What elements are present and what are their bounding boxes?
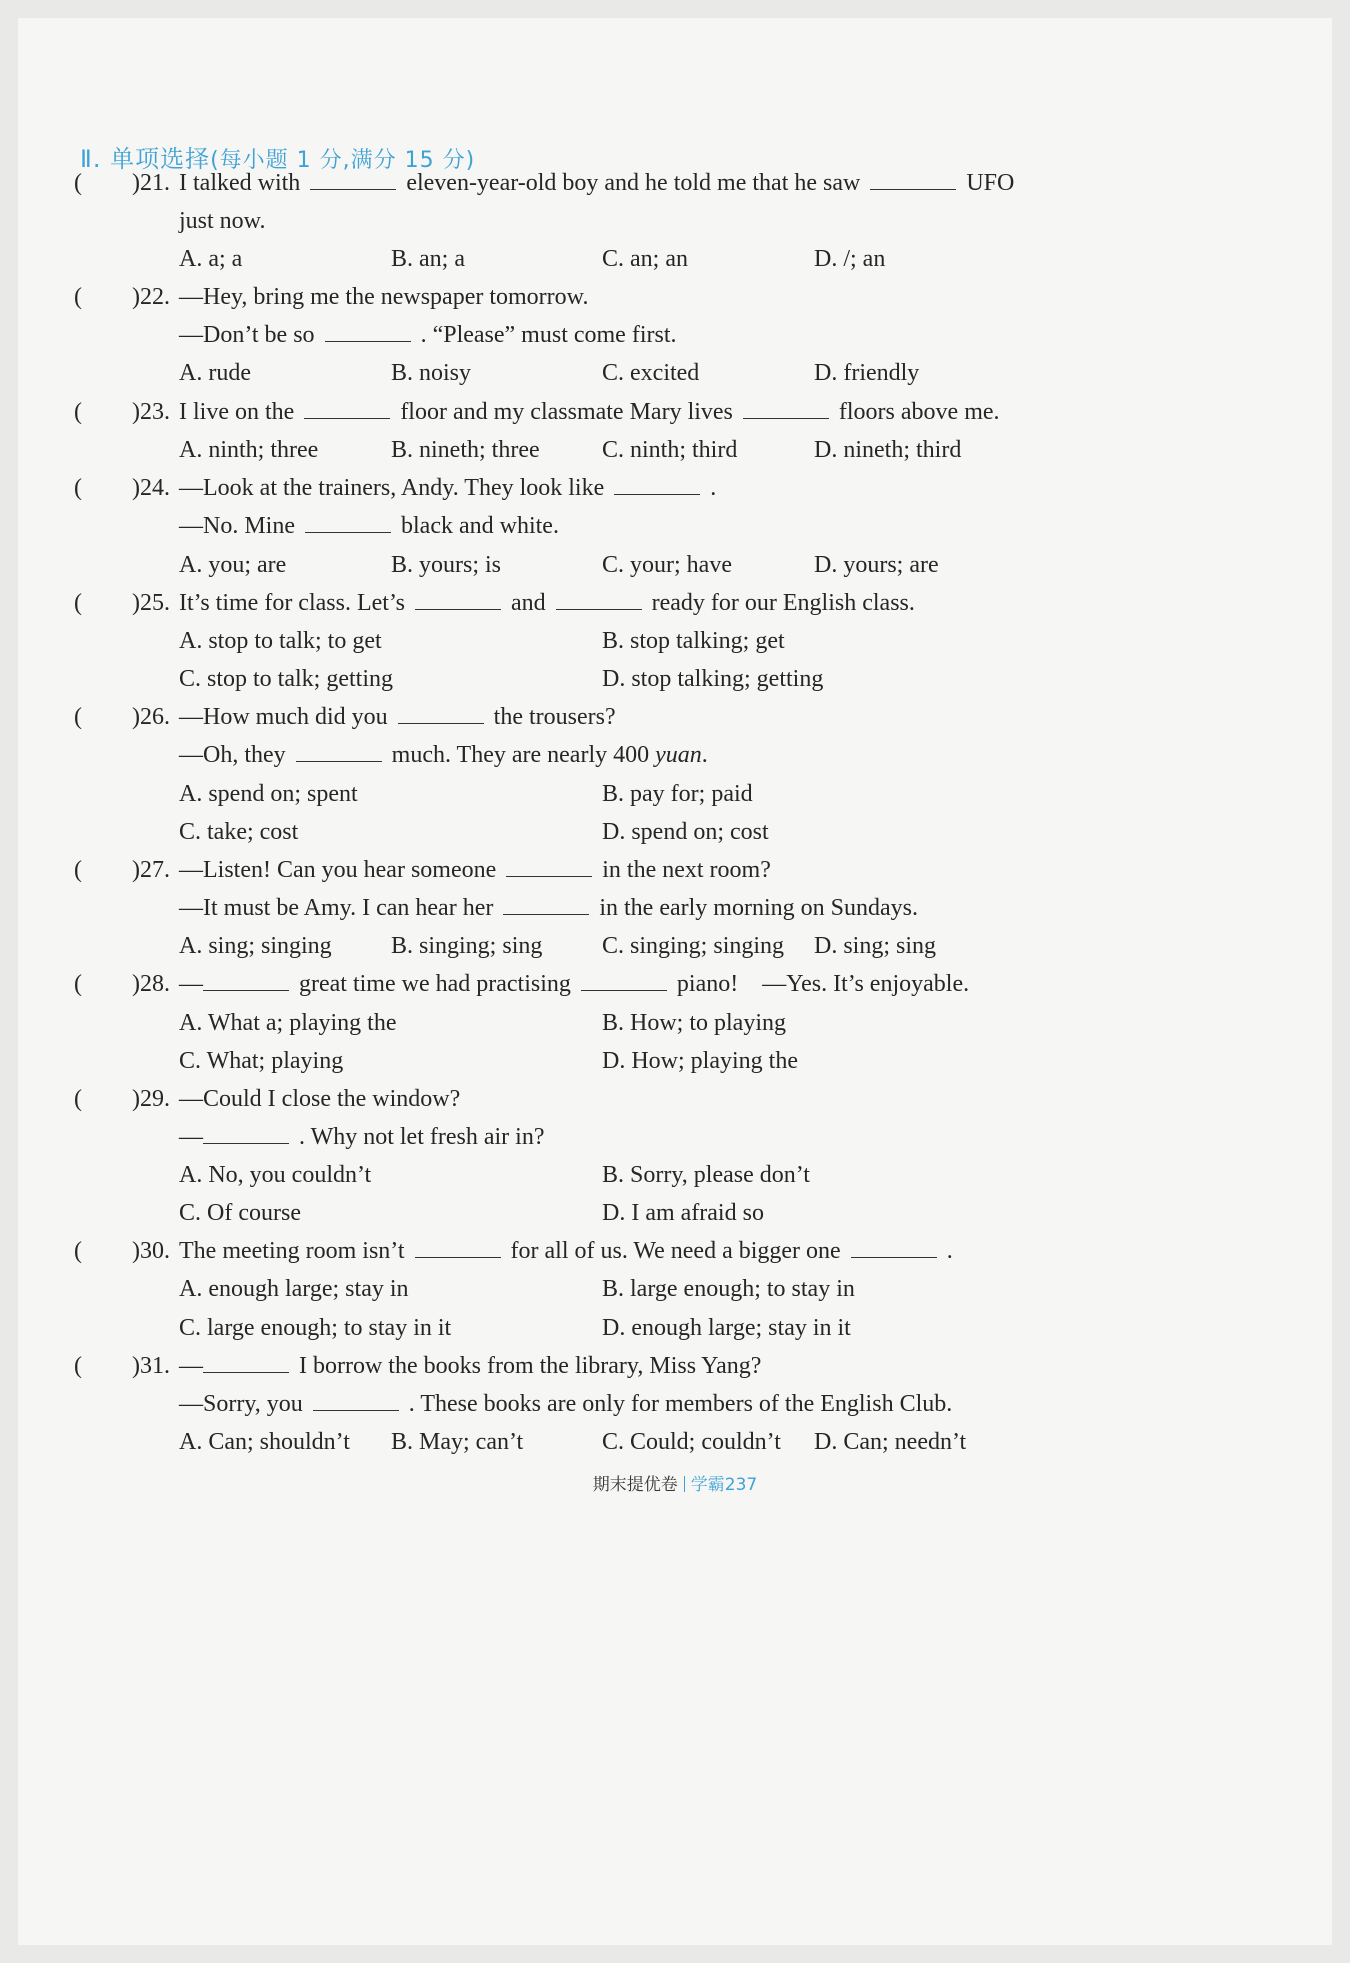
answer-blank[interactable] xyxy=(325,319,411,342)
option-d[interactable]: D. Can; needn’t xyxy=(814,1429,967,1455)
option-c[interactable]: C. large enough; to stay in it xyxy=(179,1315,452,1341)
option-b[interactable]: B. stop talking; get xyxy=(602,628,785,654)
question-stem: It’s time for class. Let’s and ready for our English class. xyxy=(179,583,915,623)
option-a[interactable]: A. Can; shouldn’t xyxy=(179,1429,350,1455)
question-number: )23. xyxy=(132,399,170,425)
question-23 xyxy=(18,392,1332,432)
answer-blank[interactable] xyxy=(614,472,700,495)
option-a[interactable]: A. stop to talk; to get xyxy=(179,628,382,654)
question-number: )25. xyxy=(132,590,170,616)
question-number: )31. xyxy=(132,1353,170,1379)
option-a[interactable]: A. spend on; spent xyxy=(179,781,358,807)
question-stem: I live on the floor and my classmate Mary lives floors above me. xyxy=(179,392,1000,432)
question-stem-cont: — . Why not let fresh air in? xyxy=(179,1117,544,1157)
question-stem: I talked with eleven-year-old boy and he told me that he saw UFO xyxy=(179,163,1014,203)
page-number: 237 xyxy=(724,1475,758,1495)
question-29-options-1 xyxy=(18,1155,1332,1195)
question-stem: —Listen! Can you hear someone in the next room? xyxy=(179,850,771,890)
question-stem: —Could I close the window? xyxy=(179,1086,461,1112)
question-25-options-2 xyxy=(18,659,1332,699)
question-30-options-2 xyxy=(18,1308,1332,1348)
question-26 xyxy=(18,697,1332,737)
answer-blank[interactable] xyxy=(851,1235,937,1258)
question-29-line-2 xyxy=(18,1117,1332,1157)
answer-blank[interactable] xyxy=(415,587,501,610)
question-number: )26. xyxy=(132,704,170,730)
question-26-options-1 xyxy=(18,774,1332,814)
question-26-options-2 xyxy=(18,812,1332,852)
option-c[interactable]: C. What; playing xyxy=(179,1048,344,1074)
answer-blank[interactable] xyxy=(313,1388,399,1411)
question-stem: The meeting room isn’t for all of us. We need a bigger one . xyxy=(179,1231,953,1271)
question-number: )30. xyxy=(132,1238,170,1264)
question-stem: — I borrow the books from the library, Miss Yang? xyxy=(179,1346,761,1386)
question-number: )24. xyxy=(132,475,170,501)
question-21 xyxy=(18,163,1332,203)
question-number: )27. xyxy=(132,857,170,883)
answer-blank[interactable] xyxy=(556,587,642,610)
option-c[interactable]: C. stop to talk; getting xyxy=(179,666,393,692)
question-28-options-2 xyxy=(18,1041,1332,1081)
question-stem: — great time we had practising piano! —Yes. It’s enjoyable. xyxy=(179,964,969,1004)
option-a[interactable]: A. enough large; stay in xyxy=(179,1276,409,1302)
question-number: )22. xyxy=(132,284,170,310)
section-score-note: (每小题 1 分,满分 15 分) xyxy=(210,148,476,173)
answer-blank[interactable] xyxy=(398,701,484,724)
question-stem-cont: —It must be Amy. I can hear her in the early morning on Sundays. xyxy=(179,888,918,928)
question-stem: —Look at the trainers, Andy. They look like . xyxy=(179,468,716,508)
footer-divider xyxy=(684,1476,685,1492)
option-b[interactable]: B. noisy xyxy=(391,360,472,386)
option-d[interactable]: D. How; playing the xyxy=(602,1048,798,1074)
option-c[interactable]: C. your; have xyxy=(602,552,732,578)
option-a[interactable]: A. a; a xyxy=(179,246,243,272)
option-d[interactable]: D. friendly xyxy=(814,360,920,386)
answer-blank[interactable] xyxy=(506,854,592,877)
answer-paren: ( xyxy=(74,1353,82,1379)
answer-blank[interactable] xyxy=(296,739,382,762)
option-b[interactable]: B. nineth; three xyxy=(391,437,540,463)
question-number: )28. xyxy=(132,971,170,997)
question-stem-cont: —Don’t be so . “Please” must come first. xyxy=(179,315,677,355)
answer-blank[interactable] xyxy=(305,510,391,533)
answer-blank[interactable] xyxy=(415,1235,501,1258)
question-stem: —How much did you the trousers? xyxy=(179,697,616,737)
answer-paren: ( xyxy=(74,284,82,310)
option-b[interactable]: B. singing; sing xyxy=(391,933,543,959)
question-26-line-2 xyxy=(18,735,1332,775)
answer-blank[interactable] xyxy=(870,167,956,190)
question-24-options xyxy=(18,545,1332,585)
option-d[interactable]: D. /; an xyxy=(814,246,886,272)
option-a[interactable]: A. What a; playing the xyxy=(179,1010,397,1036)
question-31-line-2 xyxy=(18,1384,1332,1424)
option-b[interactable]: B. Sorry, please don’t xyxy=(602,1162,810,1188)
question-30 xyxy=(18,1231,1332,1271)
question-22-options xyxy=(18,353,1332,393)
question-stem-cont: —Sorry, you . These books are only for members of the English Club. xyxy=(179,1384,952,1424)
worksheet-page xyxy=(18,18,1332,1945)
question-28-options-1 xyxy=(18,1003,1332,1043)
option-c[interactable]: C. excited xyxy=(602,360,700,386)
page-footer xyxy=(18,1470,1332,1495)
question-27-line-2 xyxy=(18,888,1332,928)
question-22 xyxy=(18,277,1332,317)
question-number: )21. xyxy=(132,170,170,196)
answer-blank[interactable] xyxy=(203,968,289,991)
answer-paren: ( xyxy=(74,1238,82,1264)
question-30-options-1 xyxy=(18,1269,1332,1309)
footer-title: 期末提优卷 xyxy=(592,1475,678,1495)
option-c[interactable]: C. singing; singing xyxy=(602,933,785,959)
option-a[interactable]: A. No, you couldn’t xyxy=(179,1162,372,1188)
question-stem-cont: —No. Mine black and white. xyxy=(179,506,559,546)
footer-brand: 学霸 xyxy=(690,1475,725,1495)
answer-paren: ( xyxy=(74,857,82,883)
option-c[interactable]: C. take; cost xyxy=(179,819,299,845)
question-21-line-2 xyxy=(18,201,1332,241)
question-31 xyxy=(18,1346,1332,1386)
answer-blank[interactable] xyxy=(743,396,829,419)
option-d[interactable]: D. yours; are xyxy=(814,552,939,578)
answer-paren: ( xyxy=(74,1086,82,1112)
answer-blank[interactable] xyxy=(203,1121,289,1144)
option-b[interactable]: B. pay for; paid xyxy=(602,781,753,807)
question-28 xyxy=(18,964,1332,1004)
option-d[interactable]: D. I am afraid so xyxy=(602,1200,764,1226)
option-a[interactable]: A. ninth; three xyxy=(179,437,319,463)
option-d[interactable]: D. sing; sing xyxy=(814,933,937,959)
option-b[interactable]: B. an; a xyxy=(391,246,465,272)
answer-paren: ( xyxy=(74,170,82,196)
question-25-options-1 xyxy=(18,621,1332,661)
option-b[interactable]: B. May; can’t xyxy=(391,1429,524,1455)
option-d[interactable]: D. nineth; third xyxy=(814,437,962,463)
option-d[interactable]: D. enough large; stay in it xyxy=(602,1315,851,1341)
question-27-options xyxy=(18,926,1332,966)
question-27 xyxy=(18,850,1332,890)
option-a[interactable]: A. rude xyxy=(179,360,251,386)
answer-blank[interactable] xyxy=(304,396,390,419)
question-25 xyxy=(18,583,1332,623)
answer-blank[interactable] xyxy=(203,1350,289,1373)
question-29 xyxy=(18,1079,1332,1119)
section-heading: Ⅱ. 单项选择 xyxy=(80,145,211,173)
option-d[interactable]: D. stop talking; getting xyxy=(602,666,824,692)
question-stem-cont: just now. xyxy=(179,208,266,234)
question-29-options-2 xyxy=(18,1193,1332,1233)
option-c[interactable]: C. an; an xyxy=(602,246,688,272)
answer-paren: ( xyxy=(74,971,82,997)
question-24-line-2 xyxy=(18,506,1332,546)
answer-blank[interactable] xyxy=(310,167,396,190)
answer-blank[interactable] xyxy=(503,892,589,915)
option-a[interactable]: A. sing; singing xyxy=(179,933,332,959)
answer-paren: ( xyxy=(74,399,82,425)
question-stem-cont: —Oh, they much. They are nearly 400 yuan. xyxy=(179,735,708,775)
question-stem: —Hey, bring me the newspaper tomorrow. xyxy=(179,284,589,310)
answer-paren: ( xyxy=(74,704,82,730)
question-24 xyxy=(18,468,1332,508)
question-23-options xyxy=(18,430,1332,470)
option-a[interactable]: A. you; are xyxy=(179,552,287,578)
option-b[interactable]: B. large enough; to stay in xyxy=(602,1276,855,1302)
option-b[interactable]: B. yours; is xyxy=(391,552,502,578)
question-number: )29. xyxy=(132,1086,170,1112)
question-22-line-2 xyxy=(18,315,1332,355)
option-c[interactable]: C. Of course xyxy=(179,1200,301,1226)
answer-paren: ( xyxy=(74,475,82,501)
option-d[interactable]: D. spend on; cost xyxy=(602,819,769,845)
question-21-options xyxy=(18,239,1332,279)
option-c[interactable]: C. ninth; third xyxy=(602,437,738,463)
option-b[interactable]: B. How; to playing xyxy=(602,1010,786,1036)
question-31-options xyxy=(18,1422,1332,1462)
option-c[interactable]: C. Could; couldn’t xyxy=(602,1429,781,1455)
answer-paren: ( xyxy=(74,590,82,616)
answer-blank[interactable] xyxy=(581,968,667,991)
